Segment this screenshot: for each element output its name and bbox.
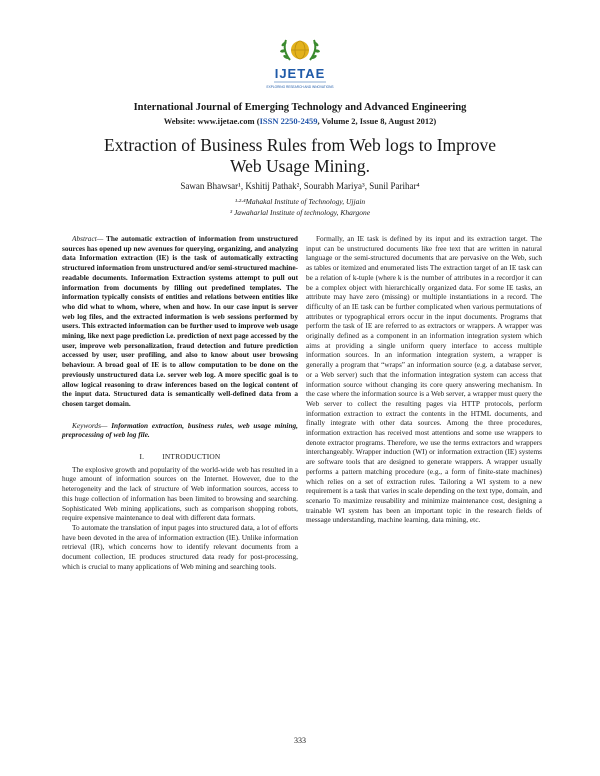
- intro-paragraph-1: The explosive growth and popularity of the world-wide web has resulted in a huge amount of information sources on the Internet. However, due to the heterogeneity and the lack of structure of Web information sources, access to this huge collection of information has been limited to browsing and searching. Sophisticated Web mining applications, such as comparison shopping robots, require expensive maintenance to deal with different data formats.: [62, 464, 298, 523]
- abstract-text: The automatic extraction of information from unstructured sources has opened up new avenues for querying, organizing, and analyzing data Information extraction (IE) is the task of automatically extracting structured information from unstructured and/or semi-structured machine-readable documents. Information Extraction systems attempt to pull out information from documents by filling out predefined templates. The information typically consists of entities and relations between entities like who did what to whom, where, when and how. In our case input is server web log files, and the extracted information is web sessions performed by users. This extracted information can be further used to improve web usage mining, like next page prediction i.e. prediction of next page accessed by the user, improve web personalization, fraud detection and future prediction accessed by user, user profiling, and also to know about user browsing behaviour. A broad goal of IE is to allow computation to be done on the previously unstructured data i.e. server web log. A more specific goal is to allow logical reasoning to draw inferences based on the logical content of the input data. Structured data is semantically well-defined data from a chosen target domain.: [62, 234, 298, 408]
- journal-website: [0, 116, 600, 126]
- keywords-text: Information extraction, business rules, web usage mining, preprocessing of web log file.: [62, 420, 298, 440]
- website-prefix: Website: www.ijetae.com (: [163, 116, 260, 126]
- svg-text:IJETAE: IJETAE: [274, 66, 326, 81]
- paper-authors: Sawan Bhawsar¹, Kshitij Pathak², Sourabh Mariya³, Sunil Parihar⁴: [180, 181, 420, 191]
- right-column: [306, 234, 542, 525]
- section-number: I.: [139, 452, 145, 462]
- affiliation-2: ³ Jawaharlal Institute of technology, Khargone: [229, 208, 371, 217]
- keywords-label: Keywords—: [72, 420, 108, 430]
- journal-name: International Journal of Emerging Technology and Advanced Engineering: [133, 102, 467, 113]
- left-column: [62, 234, 298, 572]
- ijetae-logo-icon: [262, 34, 338, 98]
- affiliation-1: ¹·²·⁴Mahakal Institute of Technology, Ujjain: [234, 197, 366, 206]
- svg-text:EXPLORING RESEARCH AND INNOVAT: EXPLORING RESEARCH AND INNOVATIONS: [266, 85, 334, 89]
- section-title: INTRODUCTION: [162, 452, 221, 462]
- ie-task-paragraph: Formally, an IE task is defined by its input and its extraction target. The input can be unstructured documents like free text that are written in natural language or the semi-structured documents that are pervasive on the Web, such as tables or itemized and enumerated lists The extraction target of an IE task can be a relation of k-tuple (where k is the number of attributes in a record)or it can be a complex object with hierarchically organized data. For some IE tasks, an attribute may have zero (missing) or multiple instantiations in a record. The difficulty of an IE task can be further complicated when various permutations of attributes or typographical errors occur in the input documents. Programs that perform the task of IE are referred to as extractors or wrappers. A wrapper was originally defined as a component in an information integration system which aims at providing a single uniform query interface to access multiple information sources. In an information integration system, a wrapper is generally a program that “wraps” an information source (e.g. a database server, or a Web server) such that the information integration system can access that information source without changing its core query answering mechanism. In the case where the information source is a Web server, a wrapper must query the Web server to collect the resulting pages via HTTP protocols, perform information extraction to extract the contents in the HTML documents, and finally integrate with other data sources. Among the three procedures, information extraction has received most attentions and some use wrappers to denote extractor programs. Therefore, we use the terms extractors and wrappers interchangeably. Wrapper induction (WI) or information extraction (IE) systems are software tools that are designed to generate wrappers. A wrapper usually performs a pattern matching procedure (e.g., a form of finite-state machines) which relies on a set of extraction rules. Tailoring a WI system to a new requirement is a task that varies in scale depending on the text type, domain, and scenario To maximize reusability and minimize maintenance cost, designing a trainable WI system has been an important topic in the research fields of message understanding, machine learning, data mining, etc.: [306, 234, 542, 525]
- intro-paragraph-2: To automate the translation of input pages into structured data, a lot of efforts have been devoted in the area of information extraction (IE). Unlike information retrieval (IR), which concerns how to identify relevant documents from a document collection, IE produces structured data ready for post-processing, which is crucial to many applications of Web mining and searching tools.: [62, 522, 298, 571]
- section-heading: [62, 452, 298, 462]
- keywords: [62, 421, 298, 440]
- abstract-label: Abstract—: [72, 234, 104, 243]
- issn-link[interactable]: ISSN 2250-2459: [259, 116, 318, 126]
- page-number: 333: [294, 736, 306, 745]
- journal-logo: [262, 34, 338, 98]
- abstract: [62, 234, 298, 409]
- paper-title: Extraction of Business Rules from Web logs to Improve Web Usage Mining.: [104, 135, 496, 176]
- website-suffix: , Volume 2, Issue 8, August 2012): [317, 116, 437, 126]
